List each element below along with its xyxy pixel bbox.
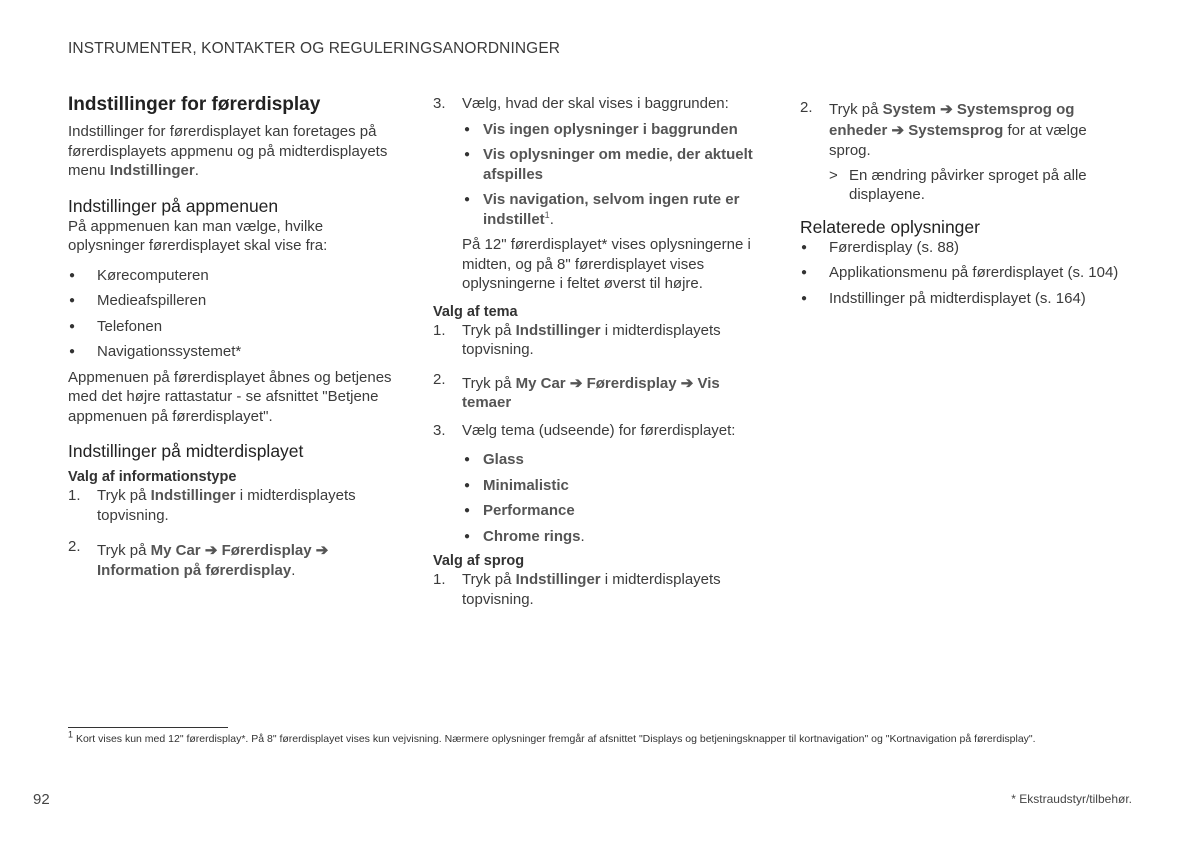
step-1: 1. Tryk på Indstillinger i midterdisplayets topvisning. — [68, 487, 356, 524]
arrow-right-icon: ➔ — [204, 542, 218, 559]
arrow-right-icon: ➔ — [680, 374, 694, 392]
subheading-appmenu: Indstillinger på appmenuen — [68, 195, 279, 216]
list-item: ● Medieafspilleren — [68, 291, 398, 311]
theme-step-2: 2. Tryk på My Car ➔ Førerdisplay ➔ Vis temaer — [433, 370, 720, 411]
list-item: ● Vis oplysninger om medie, der aktuelt afspilles — [463, 145, 763, 184]
subheading-center-display: Indstillinger på midterdisplayet — [68, 441, 304, 461]
arrow-right-icon: ➔ — [940, 101, 953, 118]
list-item: ● Navigationssystemet* — [68, 342, 398, 362]
arrow-right-icon: ➔ — [891, 121, 905, 139]
subheading-language: Valg af sprog — [433, 553, 525, 569]
result-note: > En ændring påvirker sproget på alle displayene. — [829, 166, 1087, 203]
extra-equipment-note: * Ekstraudstyr/tilbehør. — [1011, 792, 1132, 806]
theme-step-1: 1. Tryk på Indstillinger i midterdisplayets topvisning. — [433, 321, 721, 358]
list-item: ● Glass — [463, 450, 763, 470]
list-item: ● Vis ingen oplysninger i baggrunden — [463, 120, 763, 140]
theme-step-3: 3. Vælg tema (udseende) for førerdisplayet: — [433, 421, 736, 439]
list-item: ● Telefonen — [68, 317, 398, 337]
column-1 — [68, 94, 398, 588]
related-link[interactable]: ● Indstillinger på midterdisplayet (s. 164) — [800, 289, 1130, 309]
theme-list — [433, 450, 763, 546]
background-options-list — [433, 120, 763, 230]
list-item: ● Performance — [463, 501, 763, 521]
list-item: ● Minimalistic — [463, 476, 763, 496]
step-3: 3. Vælg, hvad der skal vises i baggrunden: — [433, 95, 729, 112]
column-2 — [433, 94, 763, 617]
appmenu-paragraph: På appmenuen kan man vælge, hvilke oplysninger førerdisplayet skal vise fra: — [68, 217, 328, 254]
menu-name-settings: Indstillinger — [109, 162, 195, 179]
intro-paragraph: Indstillinger for førerdisplayet kan foretages på førerdisplayets appmenu og på midterdisplayets menu Indstillinger. — [68, 123, 388, 179]
subheading-theme: Valg af tema — [433, 303, 518, 320]
footnote-ref: 1 — [544, 209, 550, 220]
result-marker-icon: > — [829, 166, 838, 184]
language-step-2: 2. Tryk på System ➔ Systemsprog og enheder ➔ Systemsprog for at vælge sprog. — [800, 99, 1087, 159]
list-item: ● Kørecomputeren — [68, 266, 398, 286]
related-link[interactable]: ● Applikationsmenu på førerdisplayet (s. 104) — [800, 263, 1130, 283]
arrow-right-icon: ➔ — [569, 374, 583, 392]
language-step-1: 1. Tryk på Indstillinger i midterdisplayets topvisning. — [433, 571, 721, 608]
footnote: $^1$ Kort vises kun med 12" førerdisplay*. På 8" førerdisplayet vises kun vejvisning. Nærmere oplysninger fremgår af afsnittet "Displays og betjeningsknapper til kortnavigation" og "Kortnavigation på førerdisplay". — [68, 729, 1036, 745]
list-item: ● Chrome rings. — [463, 527, 763, 547]
appmenu-list — [68, 266, 398, 362]
page-number: 92 — [33, 791, 50, 808]
arrow-right-icon: ➔ — [315, 542, 329, 559]
step-2: 2. Tryk på My Car ➔ Førerdisplay ➔ Information på førerdisplay. — [68, 538, 329, 579]
subheading-info-type: Valg af informationstype — [68, 469, 237, 485]
related-list — [800, 238, 1130, 309]
footnote-divider — [68, 727, 228, 728]
related-link[interactable]: ● Førerdisplay (s. 88) — [800, 238, 1130, 258]
display-note: På 12" førerdisplayet* vises oplysningerne i midten, og på 8" førerdisplayet vises oplysningerne i feltet øverst til højre. — [462, 236, 751, 292]
subheading-related: Relaterede oplysninger — [800, 216, 980, 237]
list-item: ● Vis navigation, selvom ingen rute er indstillet$^1$. — [463, 190, 763, 229]
appmenu-operation-paragraph: Appmenuen på førerdisplayet åbnes og betjenes med det højre rattastatur - se afsnittet "Betjene appmenuen på førerdisplayet". — [68, 368, 392, 425]
section-title: Indstillinger for førerdisplay — [68, 94, 321, 115]
page-header: INSTRUMENTER, KONTAKTER OG REGULERINGSANORDNINGER — [68, 40, 561, 57]
column-3 — [800, 94, 1130, 314]
